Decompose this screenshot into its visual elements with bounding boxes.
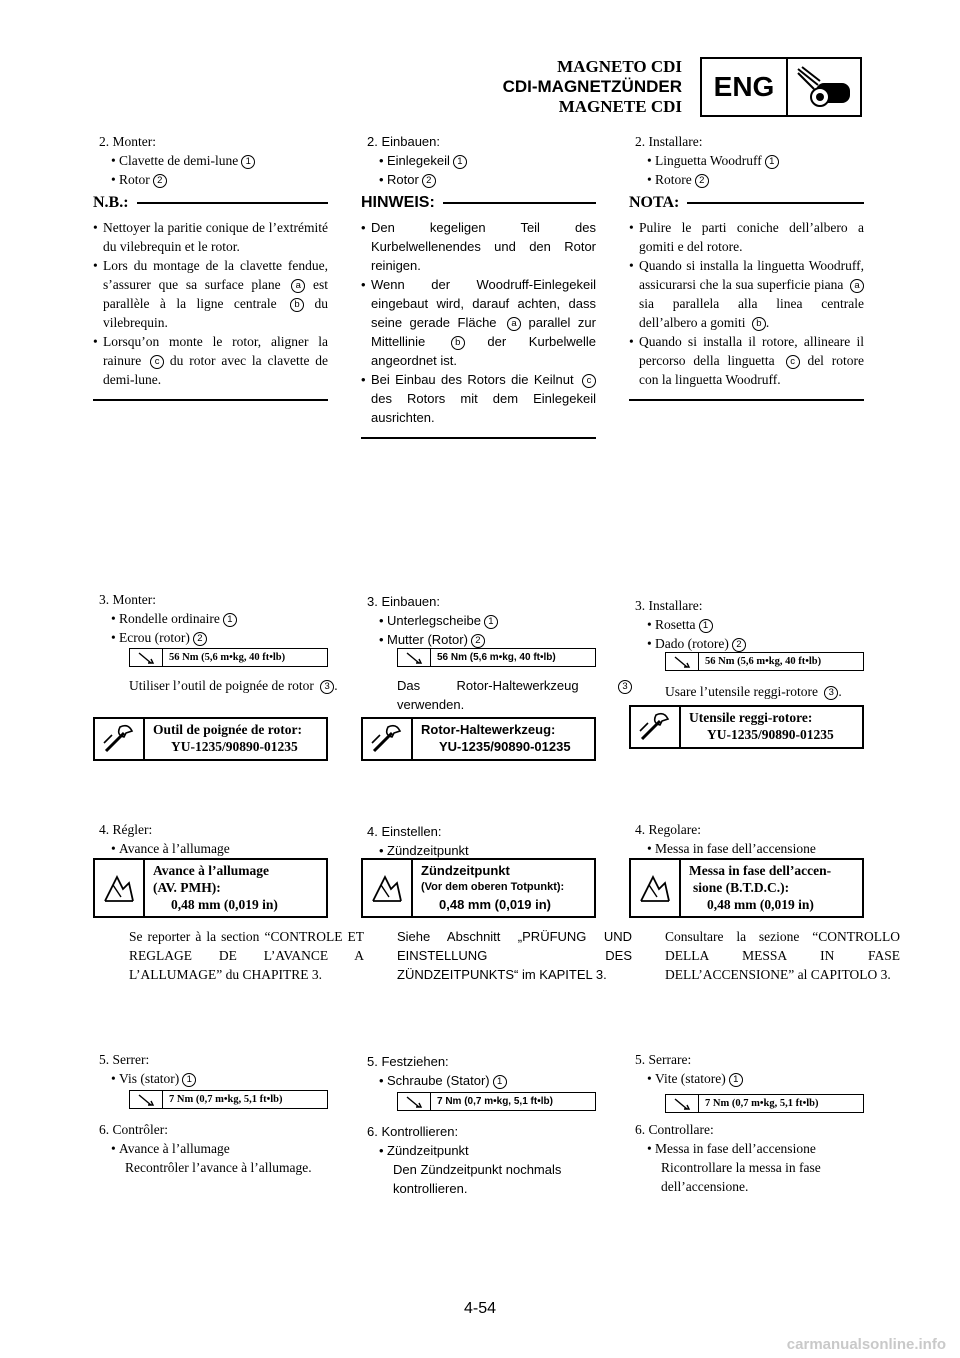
ref-marker: 1 — [241, 155, 255, 169]
note-heading: HINWEIS: — [361, 193, 596, 212]
instruction-text: Consultare la sezione “CONTROLLO DELLA MESSA IN FASE DELL’ACCENSIONE” al CAPITOLO 3. — [665, 929, 900, 982]
instruction-text: Das Rotor-Haltewerkzeug 3 verwenden. — [361, 676, 632, 714]
tool-icon — [363, 719, 413, 759]
torque-spec: 56 Nm (5,6 m•kg, 40 ft•lb) — [665, 652, 864, 671]
note-divider — [93, 399, 328, 401]
step5-it: 5. Serrare: • Vite (statore) 1 — [629, 1050, 864, 1088]
special-tool-box: Rotor-Haltewerkzeug: YU-1235/90890-01235 — [361, 717, 596, 761]
note-list: • Den kegeligen Teil des Kurbelwellenendes und den Rotor reinigen. • Wenn der Woodruff-Einlegekeil eingebaut wird, darauf achten, dass seine gerade Fläche a parallel zur Mittellinie b der Kurbelwelle angeordnet ist. • Bei Einbau des Rotors die Keilnut c des Rotors mit dem Einlegekeil ausrichten. — [361, 218, 596, 427]
section-badge-label: ENG — [702, 59, 788, 115]
note-divider — [629, 399, 864, 401]
instruction-text: Siehe Abschnitt „PRÜFUNG UND EINSTELLUNG DES ZÜNDZEITPUNKTS“ im KAPITEL 3. — [397, 929, 632, 982]
adjust-icon — [631, 860, 681, 916]
instruction-text: Usare l’utensile reggi-rotore 3 . — [665, 684, 842, 699]
ref-marker: 2 — [153, 174, 167, 188]
step2-fr — [93, 132, 328, 401]
header-title-en: MAGNETO CDI — [557, 57, 682, 76]
engine-icon — [788, 59, 860, 115]
watermark: carmanualsonline.info — [786, 1336, 946, 1353]
tool-icon — [631, 707, 681, 747]
step3-it: 3. Installare: • Rosetta 1 • Dado (rotore) 2 — [629, 596, 864, 653]
step-title: 5. Serrer: — [99, 1052, 150, 1067]
torque-value: 56 Nm (5,6 m•kg, 40 ft•lb) — [169, 652, 286, 663]
step5-de: 5. Festziehen: • Schraube (Stator) 1 — [361, 1052, 596, 1090]
tool-icon — [95, 719, 145, 759]
header-title-it: MAGNETE CDI — [558, 97, 682, 116]
step3-fr: 3. Monter: • Rondelle ordinaire 1 • Ecrou (rotor) 2 — [93, 590, 328, 647]
adjust-icon — [95, 860, 145, 916]
adjust-icon — [363, 860, 413, 916]
header-title-de: CDI-MAGNETZÜNDER — [502, 77, 682, 96]
torque-spec: 7 Nm (0,7 m•kg, 5,1 ft•lb) — [665, 1094, 864, 1113]
step-title: 4. Régler: — [99, 822, 153, 837]
step-title: 2. Monter: — [99, 134, 156, 149]
instruction-text: Utiliser l’outil de poignée de rotor 3 . — [129, 678, 338, 693]
note-item: • Lors du montage de la clavette fendue, s’assurer que sa surface plane a est parallèle à la ligne centrale b du vilebrequin. — [93, 256, 328, 332]
note-list — [93, 218, 328, 389]
note-heading: N.B.: — [93, 193, 328, 212]
section-badge — [700, 57, 862, 117]
step2-it: 2. Installare: • Linguetta Woodruff 1 • Rotore 2 NOTA: • Pulire le parti coniche dell’albero a gomiti e del rotore. • Quando si installa la linguetta Woodruff, assicurarsi che la sua superficie piana a sia parallela alla linea centrale dell’albero a gomiti b . • Quando si installa il rotore, allineare il percorso della linguetta c del rotore con la linguetta Woodruff. — [629, 132, 864, 401]
tool-part-number: YU-1235/90890-01235 — [171, 739, 298, 754]
note-item: • Lorsqu’on monte le rotor, aligner la rainure c du rotor avec la clavette de demi-lune. — [93, 332, 328, 389]
note-divider — [361, 437, 596, 439]
instruction-text: Se reporter à la section “CONTROLE ET REGLAGE DE L’AVANCE A L’ALLUMAGE” du CHAPITRE 3. — [129, 929, 364, 982]
step-title: 3. Monter: — [99, 592, 156, 607]
spec-value: 0,48 mm (0,019 in) — [171, 897, 278, 912]
spec-box: Zündzeitpunkt (Vor dem oberen Totpunkt): 0,48 mm (0,019 in) — [361, 858, 596, 918]
step4-de: 4. Einstellen: • Zündzeitpunkt — [361, 822, 596, 860]
torque-spec — [129, 648, 328, 667]
special-tool-box: Utensile reggi-rotore: YU-1235/90890-01235 — [629, 705, 864, 749]
note-list: • Pulire le parti coniche dell’albero a gomiti e del rotore. • Quando si installa la linguetta Woodruff, assicurarsi che la sua superficie piana a sia parallela alla linea centrale dell’albero a gomiti b . • Quando si installa il rotore, allineare il percorso della linguetta c del rotore con la linguetta Woodruff. — [629, 218, 864, 389]
note-item: • Nettoyer la paritie conique de l’extrémité du vilebrequin et le rotor. — [93, 218, 328, 256]
torque-spec: 7 Nm (0,7 m•kg, 5,1 ft•lb) — [129, 1090, 328, 1109]
wrench-icon — [666, 653, 699, 670]
step2-de: 2. Einbauen: • Einlegekeil 1 • Rotor 2 HINWEIS: • Den kegeligen Teil des Kurbelwellenendes und den Rotor reinigen. • Wenn der Woodruff-Einlegekeil eingebaut wird, darauf achten, dass seine gerade Fläche a parallel zur Mittellinie b der Kurbelwelle angeordnet ist. • Bei Einbau des Rotors die Keilnut c des Rotors mit dem Einlegekeil ausrichten. — [361, 132, 596, 439]
special-tool-box — [93, 717, 328, 761]
torque-spec: 56 Nm (5,6 m•kg, 40 ft•lb) — [397, 648, 596, 667]
wrench-icon — [130, 1091, 163, 1108]
wrench-icon — [398, 649, 431, 666]
step4-fr: 4. Régler: • Avance à l’allumage — [93, 820, 328, 858]
wrench-icon — [666, 1095, 699, 1112]
bullet-text: Clavette de demi-lune — [119, 153, 239, 168]
page-number: 4-54 — [463, 1300, 497, 1317]
step6-it: 6. Controllare: • Messa in fase dell’accensione Ricontrollare la messa in fase dell’accensione. — [629, 1120, 864, 1196]
bullet-text: Rotor — [119, 172, 150, 187]
tool-name: Outil de poignée de rotor: — [153, 722, 302, 737]
step4-it: 4. Regolare: • Messa in fase dell’accensione — [629, 820, 864, 858]
torque-spec: 7 Nm (0,7 m•kg, 5,1 ft•lb) — [397, 1092, 596, 1111]
note-heading: NOTA: — [629, 193, 864, 212]
spec-box: Messa in fase dell’accen- sione (B.T.D.C.): 0,48 mm (0,019 in) — [629, 858, 864, 918]
step3-de: 3. Einbauen: • Unterlegscheibe 1 • Mutter (Rotor) 2 — [361, 592, 596, 649]
spec-box: Avance à l’allumage (AV. PMH): 0,48 mm (0,019 in) — [93, 858, 328, 918]
wrench-icon — [130, 649, 163, 666]
step6-de: 6. Kontrollieren: • Zündzeitpunkt Den Zündzeitpunkt nochmals kontrollieren. — [361, 1122, 596, 1198]
wrench-icon — [398, 1093, 431, 1110]
step5-fr: 5. Serrer: • Vis (stator) 1 — [93, 1050, 328, 1088]
step6-fr: 6. Contrôler: • Avance à l’allumage Recontrôler l’avance à l’allumage. — [93, 1120, 328, 1177]
